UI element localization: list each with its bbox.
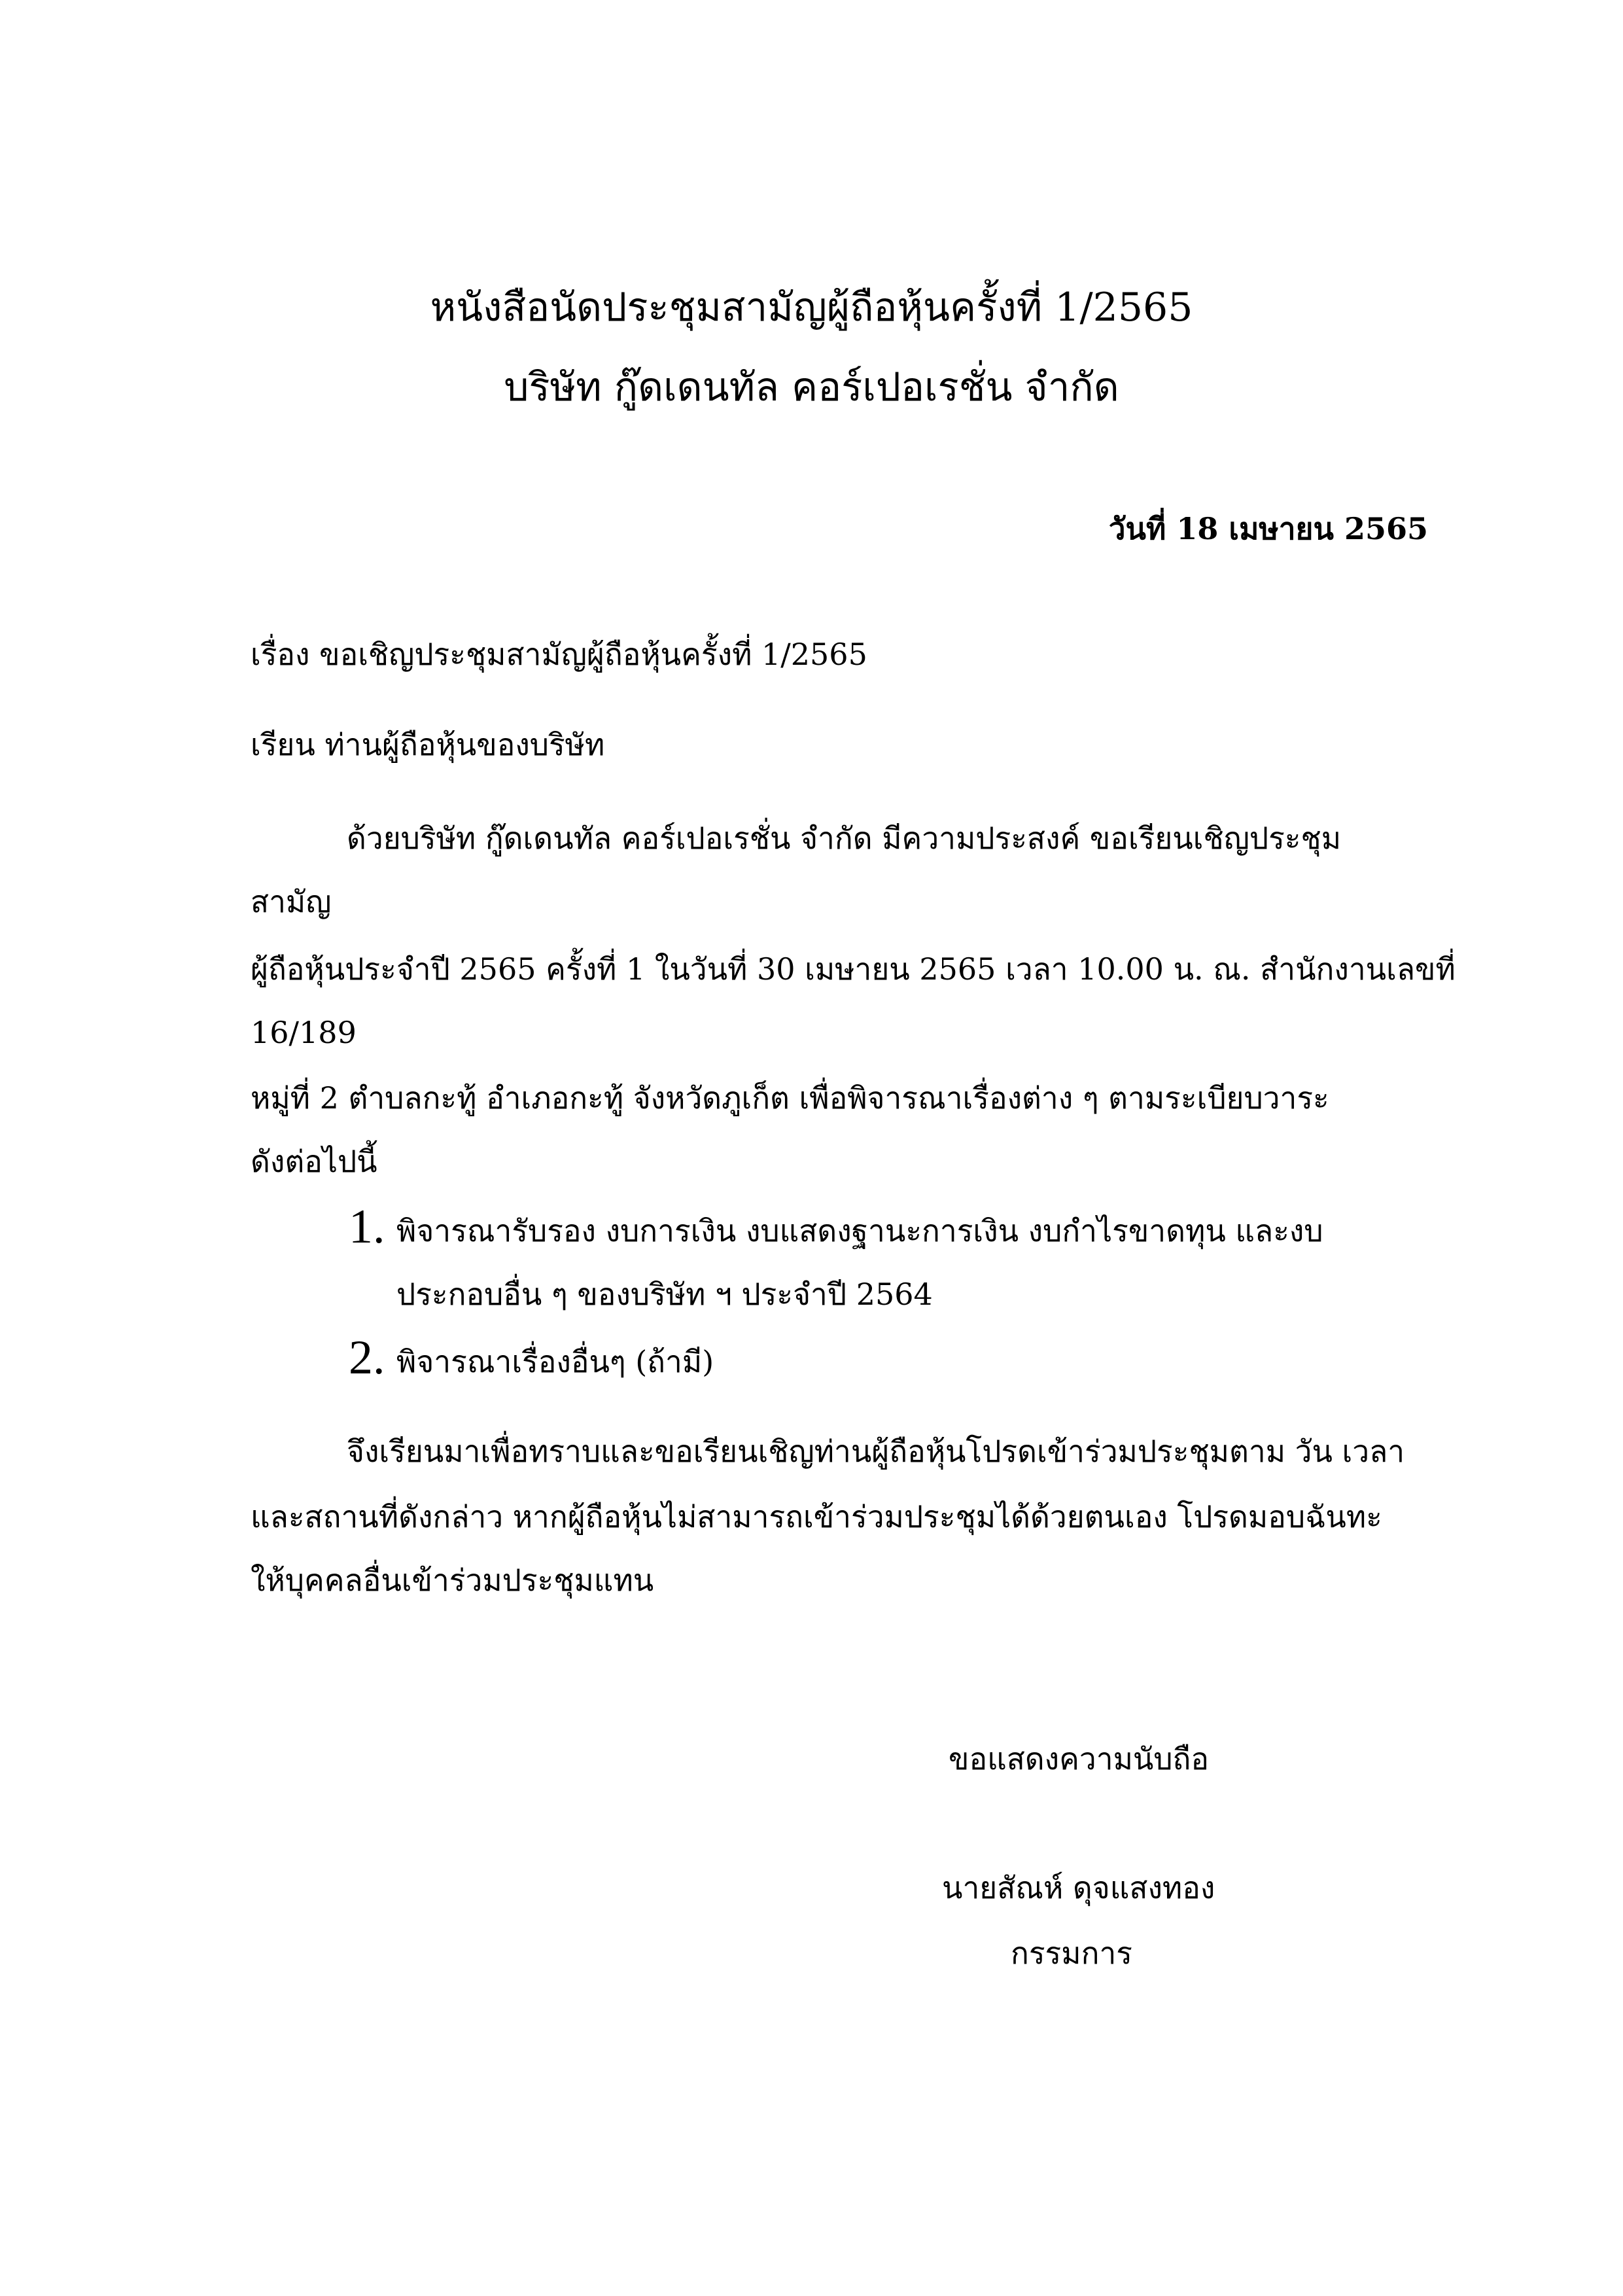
intro-line-2: สามัญ [251, 884, 332, 919]
document-title: หนังสือนัดประชุมสามัญผู้ถือหุ้นครั้งที่ 1/2565 [430, 285, 1193, 330]
agenda-number: 1. [349, 1200, 385, 1254]
conclusion-line-3: ให้บุคคลอื่นเข้าร่วมประชุมแทน [251, 1563, 654, 1598]
agenda-item-2-line-1: พิจารณาเรื่องอื่นๆ (ถ้ามี) [396, 1344, 714, 1379]
conclusion-line-1: จึงเรียนมาเพื่อทราบและขอเรียนเชิญท่านผู้ถือหุ้นโปรดเข้าร่วมประชุมตาม วัน เวลา [347, 1434, 1405, 1469]
signer-title: กรรมการ [1011, 1935, 1132, 1971]
intro-line-6: ดังต่อไปนี้ [251, 1144, 377, 1179]
agenda-number: 2. [349, 1331, 385, 1385]
agenda-item-1-line-2: ประกอบอื่น ๆ ของบริษัท ฯ ประจำปี 2564 [396, 1277, 933, 1312]
intro-line-4: 16/189 [251, 1015, 357, 1050]
intro-line-3: ผู้ถือหุ้นประจำปี 2565 ครั้งที่ 1 ในวันที่ 30 เมษายน 2565 เวลา 10.00 น. ณ. สำนักงานเลขที่ [251, 951, 1456, 987]
subject-line: เรื่อง ขอเชิญประชุมสามัญผู้ถือหุ้นครั้งที่ 1/2565 [251, 637, 867, 672]
salutation-line: เรียน ท่านผู้ถือหุ้นของบริษัท [251, 727, 605, 762]
intro-line-1: ด้วยบริษัท กู๊ดเดนทัล คอร์เปอเรชั่น จำกัด มีความประสงค์ ขอเรียนเชิญประชุม [347, 821, 1342, 856]
intro-line-5: หมู่ที่ 2 ตำบลกะทู้ อำเภอกะทู้ จังหวัดภูเก็ต เพื่อพิจารณาเรื่องต่าง ๆ ตามระเบียบวาระ [251, 1080, 1329, 1116]
company-name: บริษัท กู๊ดเดนทัล คอร์เปอเรชั่น จำกัด [504, 364, 1119, 410]
agenda-item-1-line-1: พิจารณารับรอง งบการเงิน งบแสดงฐานะการเงิน งบกำไรขาดทุน และงบ [396, 1213, 1323, 1248]
closing-regards: ขอแสดงความนับถือ [949, 1741, 1210, 1776]
conclusion-line-2: และสถานที่ดังกล่าว หากผู้ถือหุ้นไม่สามารถเข้าร่วมประชุมได้ด้วยตนเอง โปรดมอบฉันทะ [251, 1499, 1382, 1534]
letter-date: วันที่ 18 เมษายน 2565 [1108, 511, 1428, 546]
signer-name: นายสัณห์ ดุจแสงทอง [942, 1870, 1215, 1905]
